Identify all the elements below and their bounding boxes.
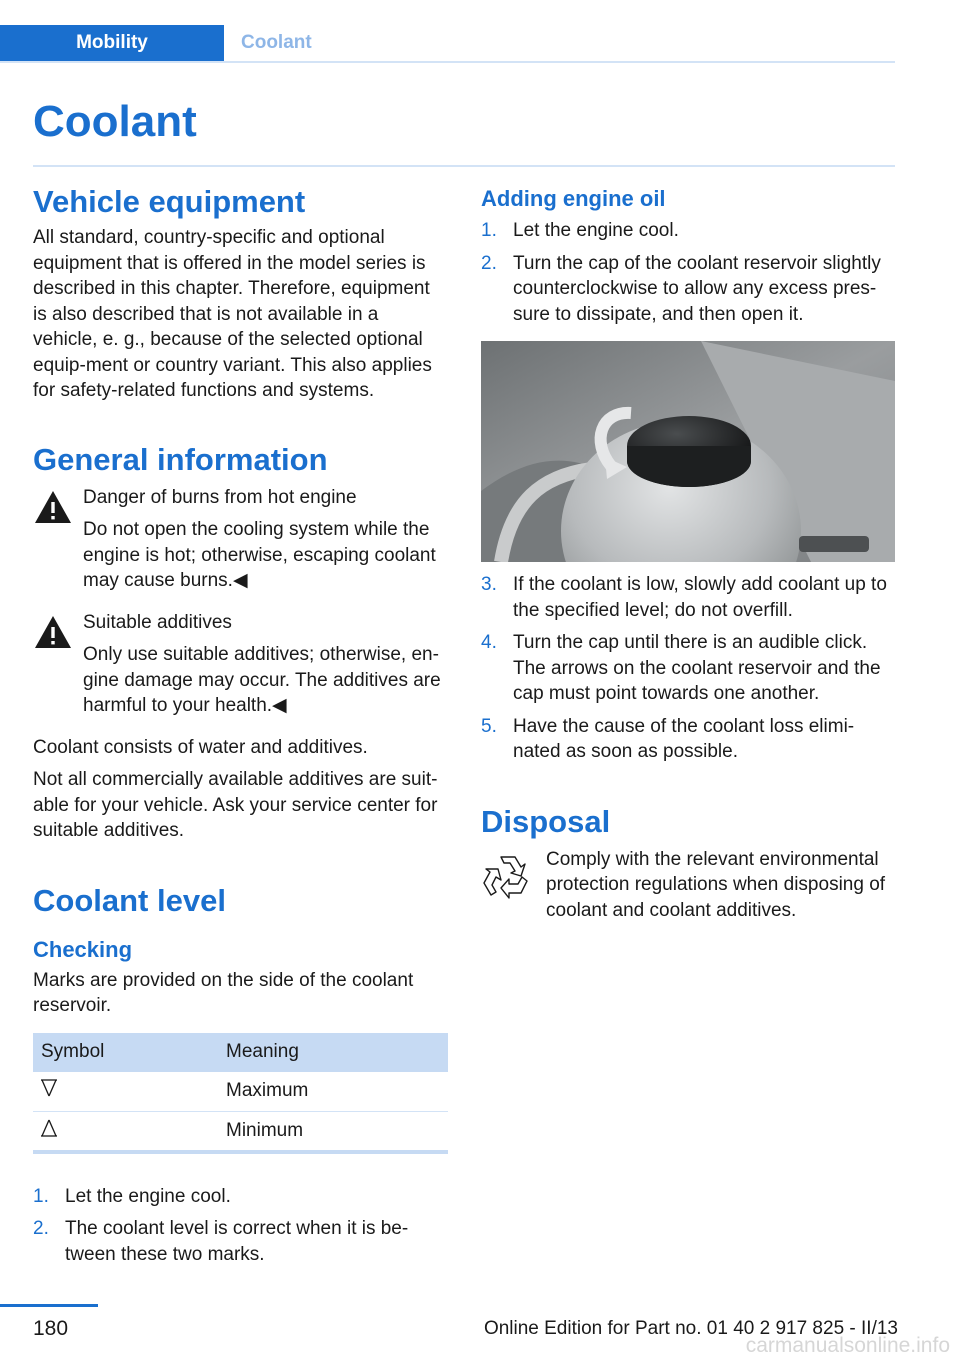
- warning1-text: Do not open the cooling system while the engine is hot; otherwise, escaping coolant may cause burns.◀: [83, 519, 436, 591]
- page-title: Coolant: [33, 97, 197, 146]
- table-header-row: [33, 1033, 448, 1072]
- list-item: 5. Have the cause of the coolant loss elimi-nated as soon as possible.: [481, 715, 855, 762]
- checking-steps: [33, 1184, 448, 1268]
- vehicle-equipment-text: All standard, country-specific and optional equipment that is offered in the model series is described in this chapter. Therefore, equipment is also described that is not available in a vehicle, e. g., because of the selected optional equip-ment or country variant. This also applies for safety-related functions and systems.: [33, 227, 432, 401]
- section-adding: [481, 185, 896, 765]
- warning-hot-engine: [33, 485, 448, 594]
- warning2-text: Only use suitable additives; otherwise, en-gine damage may occur. The additives are harmful to your health.◀: [83, 644, 441, 716]
- watermark: carmanualsonline.info: [745, 1334, 950, 1357]
- maximum-mark-icon: [41, 1079, 57, 1097]
- section-disposal: [481, 803, 896, 924]
- list-item: 2. The coolant level is correct when it is be-tween these two marks.: [33, 1218, 409, 1265]
- disposal-note: [481, 847, 896, 924]
- warning-additives: [33, 610, 448, 719]
- meaning-minimum: Minimum: [218, 1112, 448, 1152]
- heading-disposal: Disposal: [481, 803, 611, 839]
- minimum-mark-icon: [41, 1119, 57, 1137]
- table-row: [33, 1112, 448, 1152]
- tab-coolant[interactable]: Coolant: [241, 32, 312, 53]
- warning1-title: Danger of burns from hot engine: [83, 486, 357, 508]
- page-number: 180: [33, 1317, 69, 1340]
- adding-steps-second: [481, 572, 896, 765]
- right-column: [481, 170, 896, 923]
- warning-triangle-icon: [33, 614, 73, 650]
- section-vehicle-equipment: [33, 183, 448, 404]
- chapter-tab-bar: [0, 25, 895, 61]
- heading-general-information: General information: [33, 441, 328, 477]
- footer-rule: [0, 1304, 98, 1307]
- list-item: 2. Turn the cap of the coolant reservoir slightly counterclockwise to allow any excess pres-sure to dissipate, and then open it.: [481, 252, 881, 325]
- coolant-cap-illustration: [481, 341, 895, 562]
- list-item: 1. Let the engine cool.: [481, 220, 679, 241]
- heading-vehicle-equipment: Vehicle equipment: [33, 184, 306, 219]
- tab-mobility[interactable]: Mobility: [0, 25, 224, 61]
- meaning-maximum: Maximum: [218, 1072, 448, 1112]
- title-divider: [33, 165, 895, 167]
- heading-adding-engine-oil: Adding engine oil: [481, 186, 666, 211]
- symbol-table: [33, 1033, 448, 1154]
- coolant-composition-text: Coolant consists of water and additives.: [33, 736, 368, 758]
- section-coolant-level: [33, 882, 448, 1268]
- heading-coolant-level: Coolant level: [33, 882, 226, 918]
- list-item: 1. Let the engine cool.: [33, 1185, 231, 1207]
- checking-intro: Marks are provided on the side of the coolant reservoir.: [33, 969, 414, 1016]
- coolant-reservoir-photo: [481, 341, 895, 562]
- section-general-information: [33, 441, 448, 844]
- disposal-text: Comply with the relevant environmental protection regulations when disposing of coolant and coolant additives.: [546, 848, 886, 921]
- subheading-checking: Checking: [33, 936, 133, 962]
- additives-advice-text: Not all commercially available additives are suit-able for your vehicle. Ask your service center for suitable additives.: [33, 769, 438, 841]
- table-header-meaning: Meaning: [218, 1033, 448, 1072]
- list-item: 4. Turn the cap until there is an audible click. The arrows on the coolant reservoir and the cap must point towards one another.: [481, 632, 881, 704]
- warning-triangle-icon: [33, 489, 73, 525]
- table-header-symbol: Symbol: [33, 1033, 218, 1072]
- warning2-title: Suitable additives: [83, 611, 232, 633]
- left-column: [33, 170, 448, 1267]
- edition-text: Online Edition for Part no. 01 40 2 917 825 - II/13: [483, 1318, 898, 1339]
- adding-steps-first: [481, 218, 896, 327]
- recycling-icon: [481, 851, 535, 903]
- table-row: [33, 1072, 448, 1112]
- list-item: 3. If the coolant is low, slowly add coolant up to the specified level; do not overfill.: [481, 574, 887, 621]
